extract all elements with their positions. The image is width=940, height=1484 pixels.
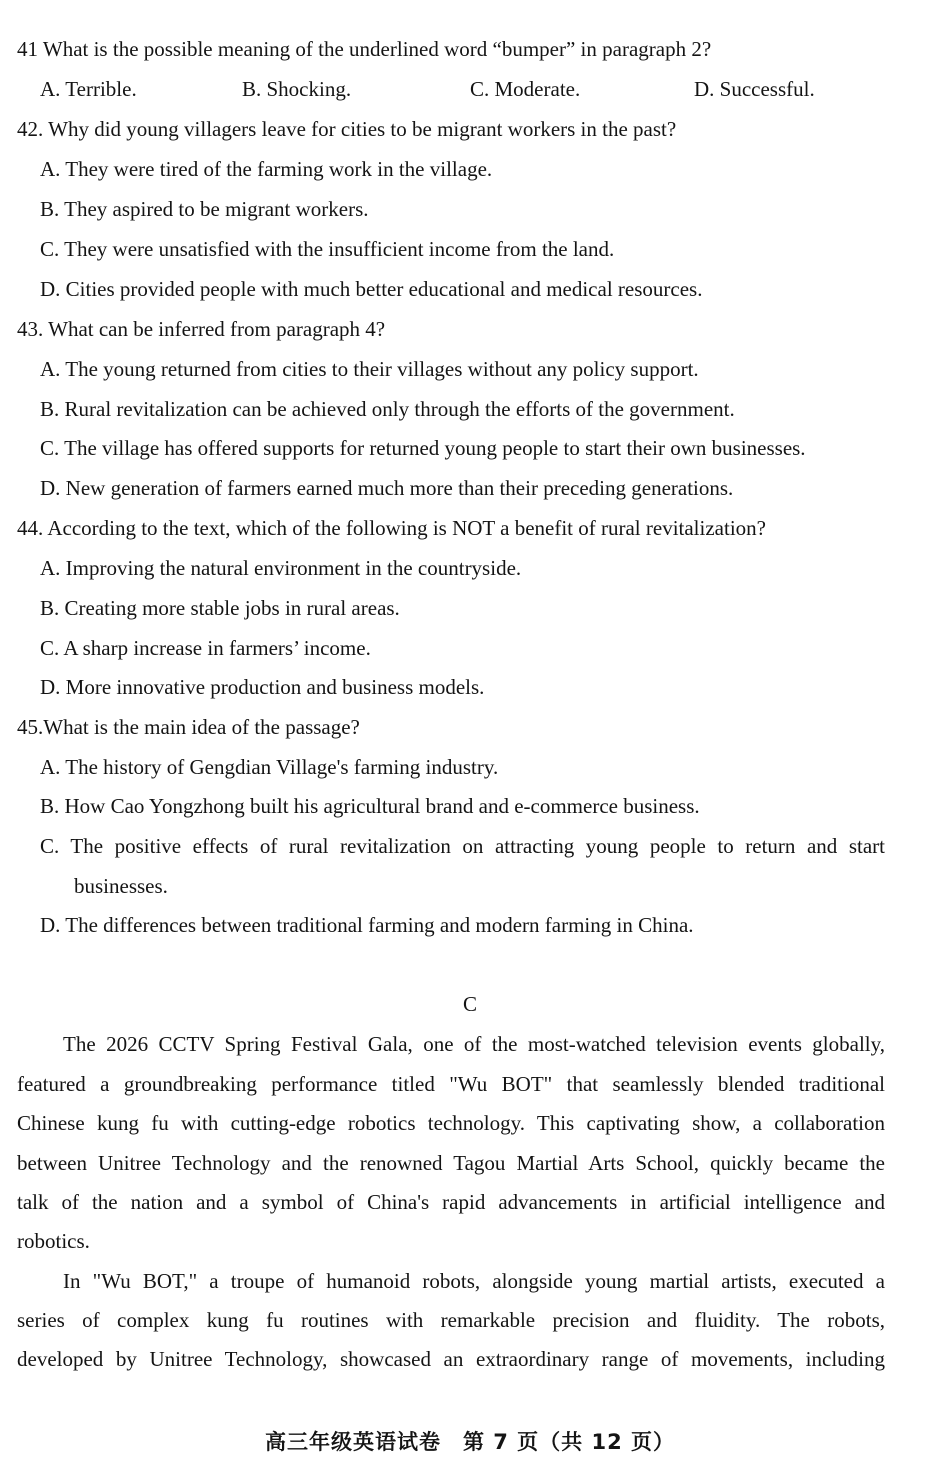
question-42-option-b: B. They aspired to be migrant workers. [40,197,369,221]
paragraph-1-line-3: Chinese kung fu with cutting-edge robotics technology. This captivating show, a collaboration [17,1111,885,1135]
paragraph-1-line-6: robotics. [17,1229,90,1253]
question-42-stem: 42. Why did young villagers leave for cities to be migrant workers in the past? [17,117,677,141]
paragraph-1-line-4: between Unitree Technology and the renowned Tagou Martial Arts School, quickly became the [17,1151,885,1175]
question-45-option-d: D. The differences between traditional farming and modern farming in China. [40,913,694,937]
section-heading: C [462,992,477,1016]
question-45-option-c: C. The positive effects of rural revitalization on attracting young people to return and start [40,834,885,858]
paragraph-1-line-1: The 2026 CCTV Spring Festival Gala, one of the most-watched television events globally, [63,1032,885,1056]
paragraph-1-line-2: featured a groundbreaking performance titled "Wu BOT" that seamlessly blended traditional [17,1072,885,1096]
question-42-option-d: D. Cities provided people with much better educational and medical resources. [40,277,703,301]
question-43-stem: 43. What can be inferred from paragraph 4? [17,317,386,341]
question-44-option-a: A. Improving the natural environment in the countryside. [40,556,522,580]
question-45-option-c-continued: businesses. [74,874,168,898]
page-footer: 高三年级英语试卷 第 7 页（共 12 页） [264,1430,676,1454]
question-41-option-a: A. Terrible. [40,77,137,101]
paragraph-1-line-5: talk of the nation and a symbol of China's rapid advancements in artificial intelligence and [17,1190,885,1214]
question-41-stem: 41 What is the possible meaning of the underlined word “bumper” in paragraph 2? [17,37,712,61]
question-45-option-a: A. The history of Gengdian Village's farming industry. [40,755,499,779]
question-45-option-b: B. How Cao Yongzhong built his agricultural brand and e-commerce business. [40,794,700,818]
question-43-option-d: D. New generation of farmers earned much more than their preceding generations. [40,476,734,500]
paragraph-2-line-1: In "Wu BOT," a troupe of humanoid robots, alongside young martial artists, executed a [63,1269,885,1293]
paragraph-2-line-3: developed by Unitree Technology, showcased an extraordinary range of movements, including [17,1347,885,1371]
question-43-option-c: C. The village has offered supports for returned young people to start their own businesses. [40,436,806,460]
question-45-stem: 45.What is the main idea of the passage? [17,715,360,739]
question-41-option-b: B. Shocking. [242,77,352,101]
question-41-option-d: D. Successful. [694,77,815,101]
question-43-option-a: A. The young returned from cities to their villages without any policy support. [40,357,699,381]
question-44-option-b: B. Creating more stable jobs in rural areas. [40,596,400,620]
question-42-option-c: C. They were unsatisfied with the insufficient income from the land. [40,237,615,261]
paragraph-2-line-2: series of complex kung fu routines with remarkable precision and fluidity. The robots, [17,1308,885,1332]
question-44-option-c: C. A sharp increase in farmers’ income. [40,636,371,660]
question-44-option-d: D. More innovative production and business models. [40,675,485,699]
question-43-option-b: B. Rural revitalization can be achieved only through the efforts of the government. [40,397,735,421]
question-41-option-c: C. Moderate. [470,77,581,101]
question-44-stem: 44. According to the text, which of the following is NOT a benefit of rural revitalization? [17,516,766,540]
question-42-option-a: A. They were tired of the farming work in the village. [40,157,493,181]
